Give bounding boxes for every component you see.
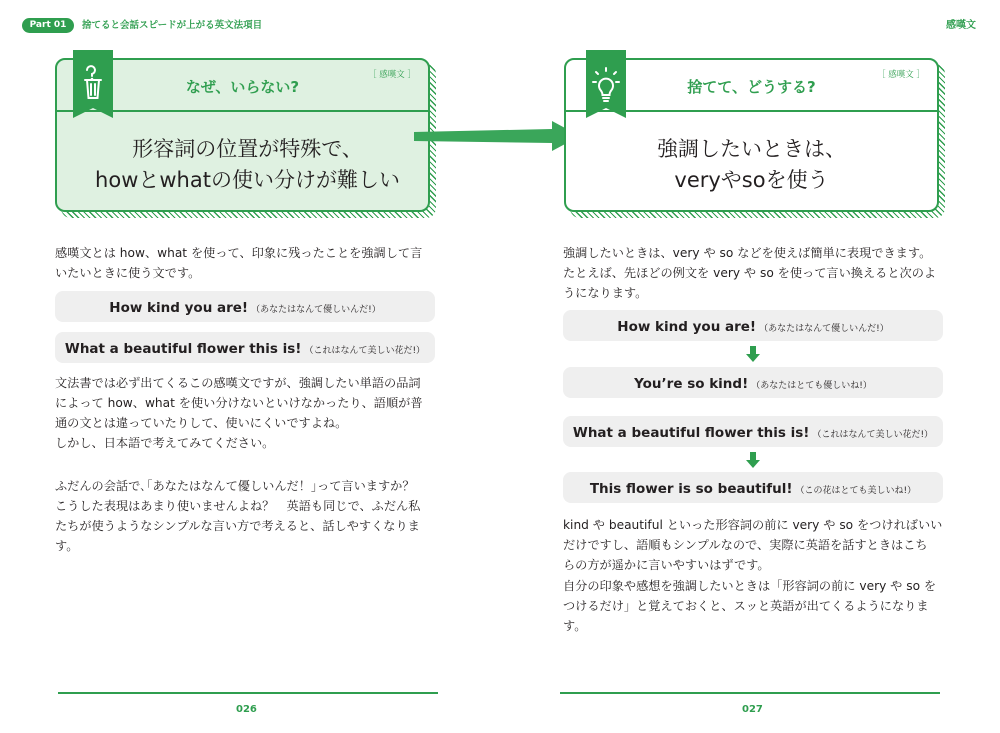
example-english: How kind you are!: [617, 319, 757, 335]
part-title: 捨てると会話スピードが上がる英文法項目: [82, 20, 263, 31]
box-main-text-line1: 形容詞の位置が特殊で、: [132, 137, 363, 161]
right-body-line: す。: [563, 619, 587, 633]
example-japanese: （あなたはとても優しいね!）: [751, 381, 872, 391]
example-pill: [55, 332, 435, 363]
problem-box: [55, 58, 430, 212]
box-headline: 捨てて、どうする?: [687, 78, 816, 96]
example-pill: [55, 291, 435, 322]
right-body-line: らの方が遥かに言いやすいはずです。: [563, 558, 770, 572]
example-pill: [563, 310, 943, 341]
box-tag: ［ 感嘆文 ］: [877, 70, 925, 80]
arrow-right-icon: [414, 121, 584, 153]
part-badge: Part 01: [22, 18, 74, 33]
left-body-line: によって how、what を使い分けないといけなかったり、語順が普: [55, 396, 423, 410]
example-japanese: （これはなんて美しい花だ!）: [304, 346, 426, 356]
box-tag: ［ 感嘆文 ］: [368, 70, 416, 80]
right-intro-line: 強調したいときは、very や so などを使えば簡単に表現できます。: [563, 246, 932, 260]
example-pill: [563, 472, 943, 503]
left-body-line: しかし、日本語で考えてみてください。: [55, 436, 275, 450]
page-number: 027: [742, 704, 763, 715]
example-english: You’re so kind!: [634, 376, 749, 392]
left-body-line: ふだんの会話で､｢あなたはなんて優しいんだ！｣って言いますか？: [55, 479, 415, 493]
example-japanese: （あなたはなんて優しいんだ!）: [251, 305, 381, 315]
lightbulb-icon: [586, 50, 626, 118]
left-body-line: 通の文とは違っていたりして、使いにくいですよね。: [55, 416, 348, 430]
right-body-line: 自分の印象や感想を強調したいときは「形容詞の前に very や so を: [563, 579, 937, 593]
right-body-line: kind や beautiful といった形容詞の前に very や so をつければいい: [563, 518, 943, 532]
example-english: How kind you are!: [109, 300, 249, 316]
right-intro-line: うになります。: [563, 286, 648, 300]
example-japanese: （この花はとても美しいね!）: [795, 486, 917, 496]
box-headline: なぜ、いらない?: [185, 78, 300, 96]
example-english: What a beautiful flower this is!: [64, 341, 302, 357]
box-main-text-line2: howとwhatの使い分けが難しい: [95, 168, 400, 192]
box-main-text-line2: veryやsoを使う: [674, 168, 829, 192]
section-label: 感嘆文: [946, 20, 976, 31]
example-english: What a beautiful flower this is!: [572, 425, 810, 441]
example-pill: [563, 367, 943, 398]
left-intro-line1: 感嘆文とは how、what を使って、印象に残ったことを強調して言: [55, 246, 423, 260]
left-body-line: こうした表現はあまり使いませんよね？ 英語も同じで、ふだん私: [55, 499, 421, 513]
arrow-down-icon: [746, 452, 760, 468]
box-main-text-line1: 強調したいときは、: [657, 137, 846, 161]
example-pill: [563, 416, 943, 447]
solution-box: [564, 58, 939, 212]
page-number: 026: [236, 704, 257, 715]
trash-can-question-icon: [73, 50, 113, 118]
right-body-line: つけるだけ」と覚えておくと、スッと英語が出てくるようになりま: [563, 599, 929, 613]
footer-rule: [58, 692, 438, 694]
left-body-line: す。: [55, 539, 79, 553]
example-japanese: （あなたはなんて優しいんだ!）: [759, 324, 889, 334]
footer-rule: [560, 692, 940, 694]
left-body-line: たちが使うようなシンプルな言い方で考えると、話しやすくなりま: [55, 519, 420, 533]
left-intro-line2: いたいときに使う文です。: [55, 266, 201, 280]
example-japanese: （これはなんて美しい花だ!）: [812, 430, 934, 440]
arrow-down-icon: [746, 346, 760, 362]
right-body-line: だけですし、語順もシンプルなので、実際に英語を話すときはこち: [563, 538, 928, 552]
right-intro-line: たとえば、先ほどの例文を very や so を使って言い換えると次のよ: [563, 266, 937, 280]
example-english: This flower is so beautiful!: [589, 481, 793, 497]
left-body-line: 文法書では必ず出てくるこの感嘆文ですが、強調したい単語の品詞: [55, 376, 421, 390]
